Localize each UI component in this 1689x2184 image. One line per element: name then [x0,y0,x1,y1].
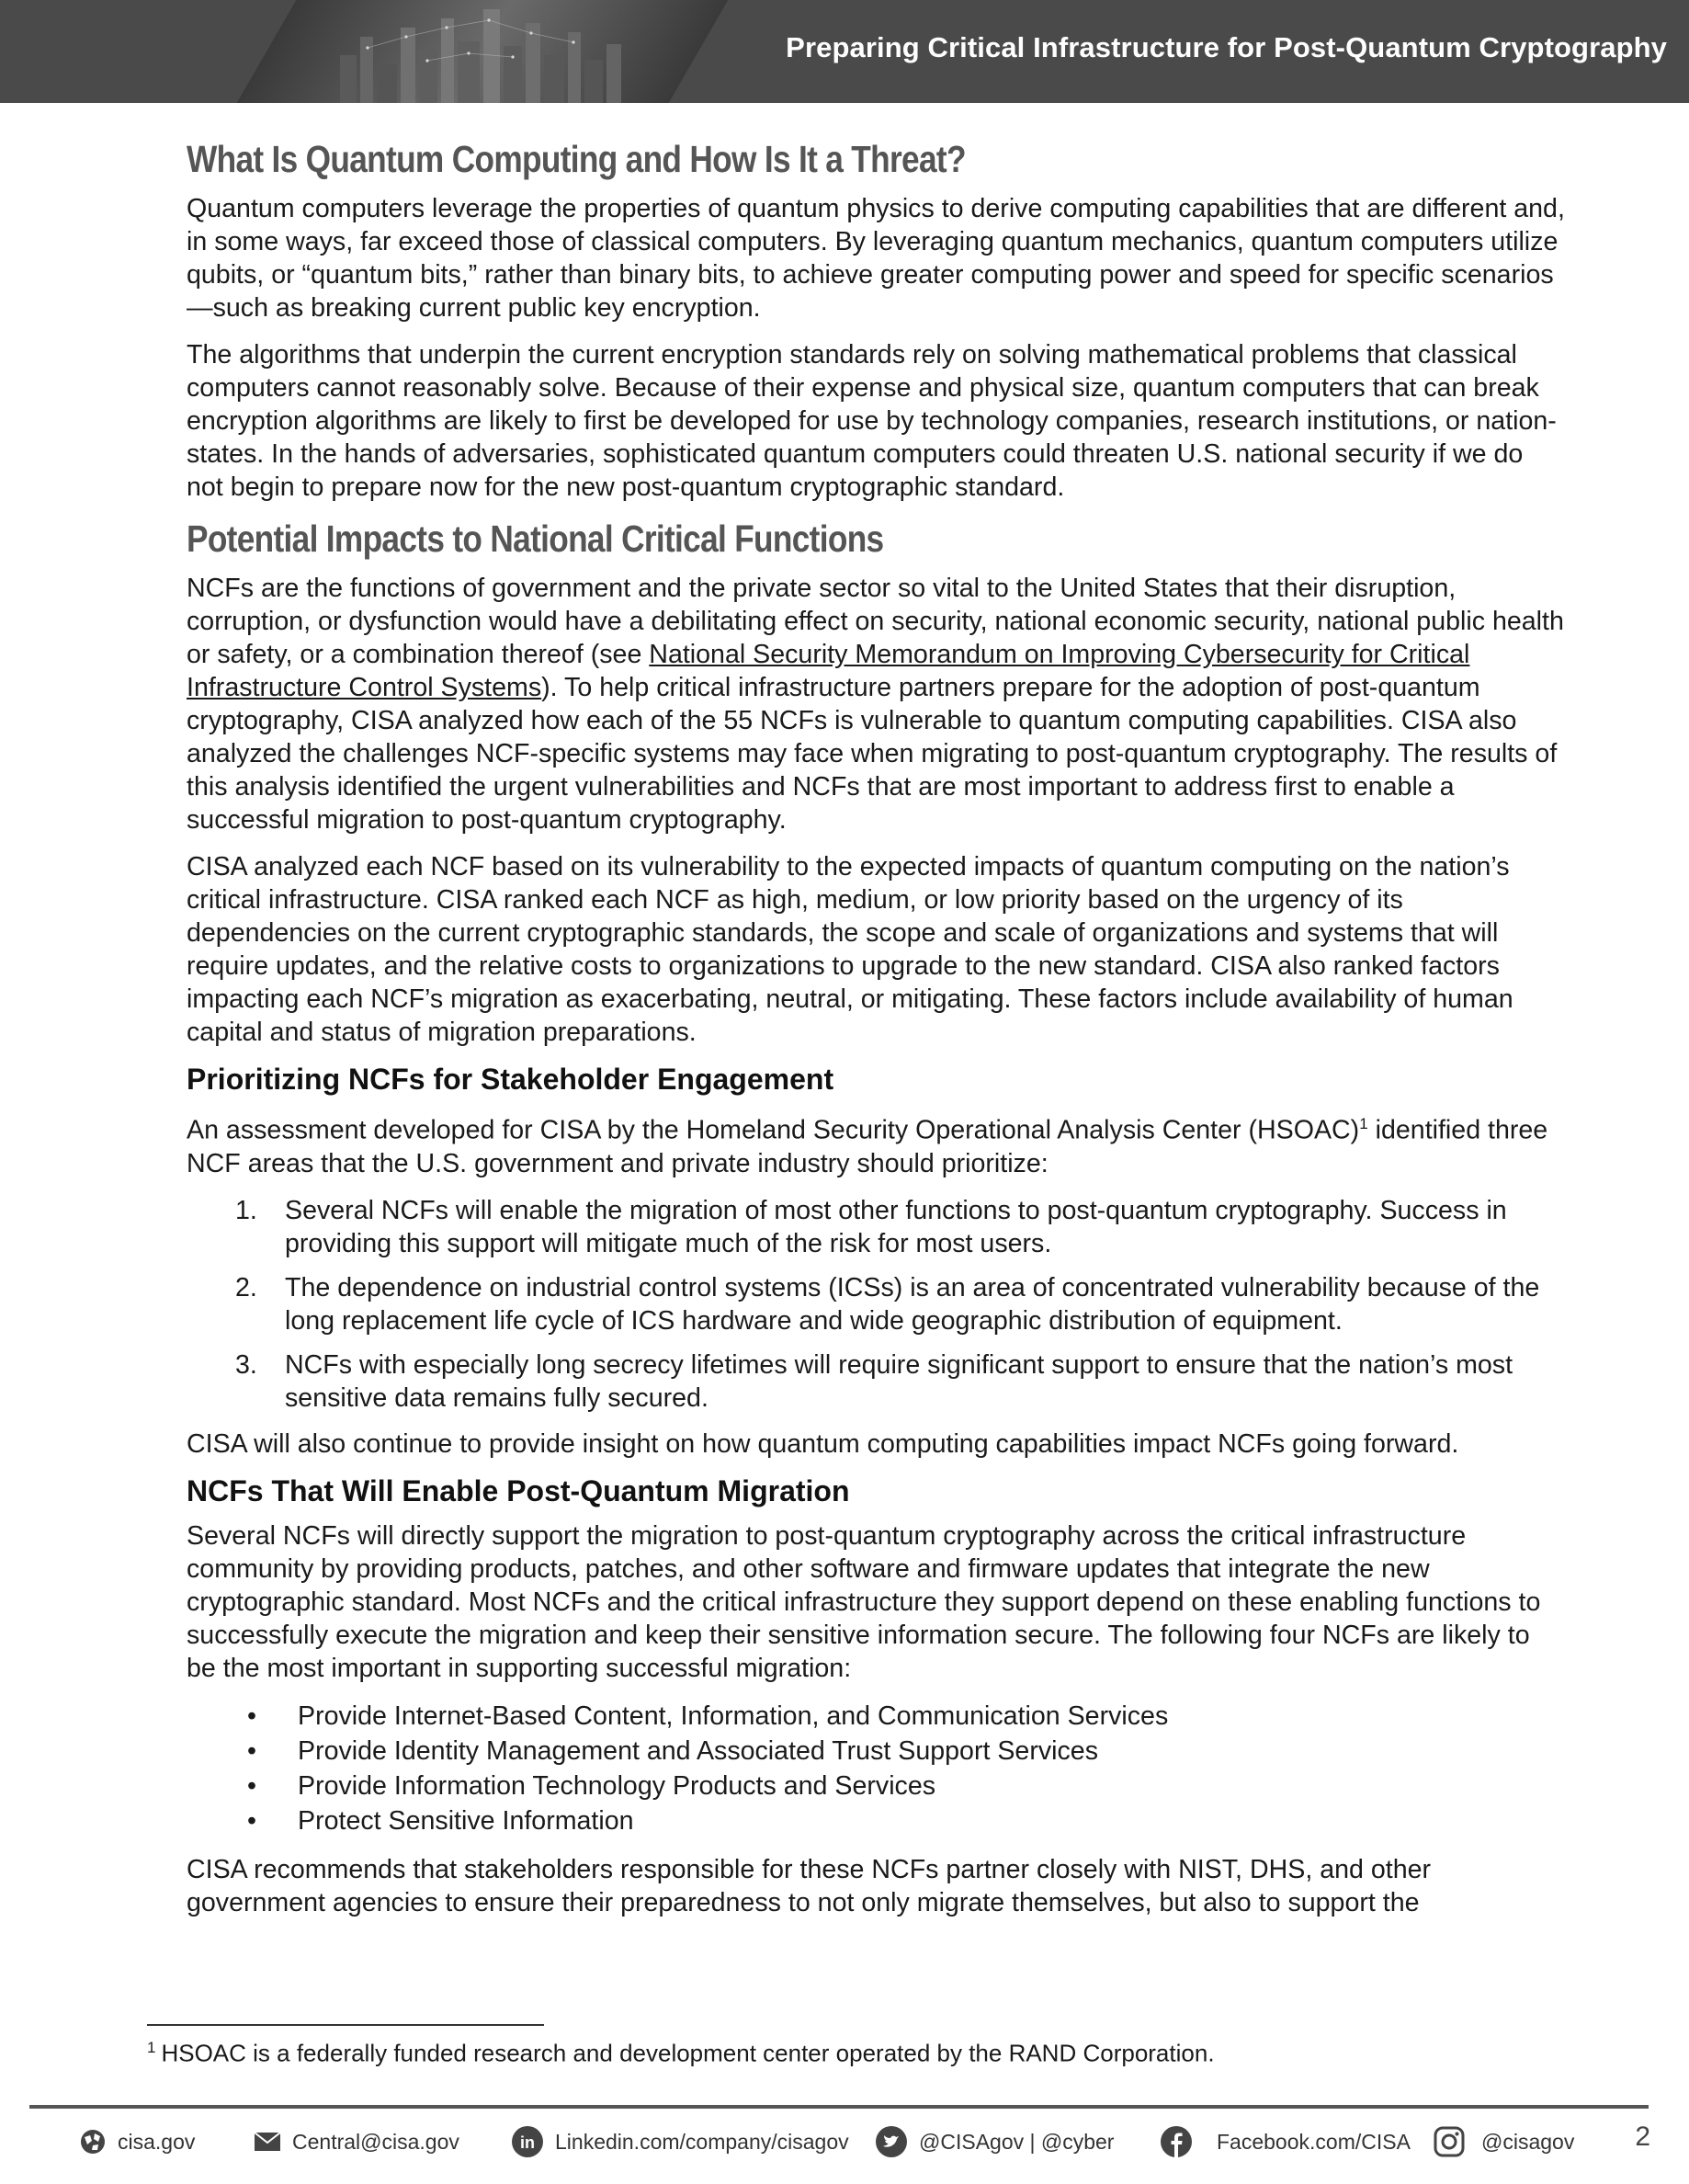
twitter-icon [875,2125,908,2158]
list-item [187,1769,1565,1803]
footer-email-link[interactable] [254,2123,459,2160]
document-title: Preparing Critical Infrastructure for Post-Quantum Cryptography [786,31,1667,63]
footer-instagram-link[interactable] [1434,2123,1574,2160]
list-item-text: Provide Internet-Based Content, Information, and Communication Services [298,1701,1169,1731]
subheading-prioritizing-ncfs: Prioritizing NCFs for Stakeholder Engagement [187,1063,834,1096]
paragraph: CISA recommends that stakeholders responsible for these NCFs partner closely with NIST, DHS, and other government agencies to ensure their preparedness to not only migrate themselves, but also to support the [187,1854,1432,1917]
city-skyline-graphic [276,0,698,103]
main-content [187,138,1565,1933]
paragraph-text: NCFs are the functions of government and the private sector so vital to the United States that their disruption, corruption, or dysfunction would have a debilitating effect on security, national economic security, national public health or safety, or a combination thereof (see [187,574,1564,669]
paragraph: CISA analyzed each NCF based on its vulnerability to the expected impacts of quantum computing on the nation’s critical infrastructure. CISA ranked each NCF as high, medium, or low priority based on the urgency of its dependencies on the current cryptographic standards, the scope and scale of organizations and systems that will require updates, and the relative costs to organizations to upgrade to the new standard. CISA also ranked factors impacting each NCF’s migration as exacerbating, neutral, or mitigating. These factors include availability of human capital and status of migration preparations. [187,852,1513,1047]
footnote-text: HSOAC is a federally funded research and development center operated by the RAND Corporation. [161,2039,1215,2067]
footer-linkedin-link[interactable] [511,2123,849,2160]
bullet-icon: • [247,1735,257,1766]
list-item-text: Protect Sensitive Information [298,1805,634,1836]
footer [0,2123,1689,2160]
list-item-text: The dependence on industrial control systems (ICSs) is an area of concentrated vulnerability because of the long replacement life cycle of ICS hardware and wide geographic distribution of equipment. [285,1272,1540,1336]
globe-icon [79,2128,107,2156]
footer-linkedin-text: Linkedin.com/company/cisagov [555,2129,849,2154]
paragraph-text: identified three NCF areas that the U.S. government and private industry should prioritize: [187,1115,1548,1178]
paragraph: CISA will also continue to provide insight on how quantum computing capabilities impact NCFs going forward. [187,1428,1459,1459]
paragraph-text: ). To help critical infrastructure partners prepare for the adoption of post-quantum cryptography, CISA analyzed how each of the 55 NCFs is vulnerable to quantum computing capabilities. CISA also analyzed the challenges NCF-specific systems may face when migrating to post-quantum cryptography. The results of this analysis identified the urgent vulnerabilities and NCFs that are most important to address first to enable a successful migration to post-quantum cryptography. [187,673,1558,835]
list-item-text: NCFs with especially long secrecy lifetimes will require significant support to ensure that the nation’s most sensitive data remains fully secured. [285,1349,1513,1413]
list-item-text: Provide Identity Management and Associated Trust Support Services [298,1735,1098,1766]
footer-instagram-text: @cisagov [1481,2129,1575,2154]
subheading-enable-migration: NCFs That Will Enable Post-Quantum Migration [187,1473,850,1507]
list-number: 2. [235,1272,257,1302]
list-item [187,1699,1565,1734]
facebook-icon [1160,2125,1193,2158]
footnote-divider [147,2024,544,2026]
footer-email-text: Central@cisa.gov [292,2129,459,2154]
envelope-icon [254,2132,281,2152]
list-item [187,1194,1565,1260]
section-heading-ncf-impacts: Potential Impacts to National Critical Functions [187,518,884,560]
linkedin-icon [511,2125,544,2158]
list-item-text: Several NCFs will enable the migration of most other functions to post-quantum cryptography. Success in providing this support will mitigate much of the risk for most users. [285,1195,1507,1258]
list-number: 1. [235,1195,257,1225]
bullet-icon: • [247,1701,257,1731]
paragraph-text: An assessment developed for CISA by the Homeland Security Operational Analysis Center (HSOAC) [187,1115,1360,1145]
paragraph [187,572,1565,836]
paragraph: Quantum computers leverage the properties of quantum physics to derive computing capabilities that are different and, in some ways, far exceed those of classical computers. By leveraging quantum mechanics, quantum computers utilize qubits, or “quantum bits,” rather than binary bits, to achieve greater computing power and speed for specific scenarios—such as breaking current public key encryption. [187,194,1565,323]
bullet-icon: • [247,1805,257,1836]
paragraph: The algorithms that underpin the current encryption standards rely on solving mathematical problems that classical computers cannot reasonably solve. Because of their expense and physical size, quantum computers that can break encryption algorithms are likely to first be developed for use by technology companies, research institutions, or nation-states. In the hands of adversaries, sophisticated quantum computers could threaten U.S. national security if we do not begin to prepare now for the new post-quantum cryptographic standard. [187,340,1557,502]
paragraph [187,1108,1565,1180]
footer-website-text: cisa.gov [118,2129,196,2154]
page-number: 2 [1635,2121,1650,2152]
list-number: 3. [235,1349,257,1380]
instagram-icon [1434,2126,1465,2157]
footnote [147,2039,1215,2068]
numbered-list [187,1194,1565,1415]
footer-divider [29,2105,1649,2109]
list-item [187,1734,1565,1769]
footer-facebook-text: Facebook.com/CISA [1217,2129,1411,2154]
list-item [187,1803,1565,1838]
footnote-reference[interactable]: 1 [1359,1115,1368,1132]
footnote-number: 1 [147,2039,156,2056]
footer-website-link[interactable] [79,2123,195,2160]
bullet-icon: • [247,1770,257,1801]
footer-twitter-text: @CISAgov | @cyber [919,2129,1115,2154]
header-bar [0,0,1689,103]
list-item [187,1271,1565,1337]
list-item [187,1348,1565,1415]
section-heading-quantum-threat: What Is Quantum Computing and How Is It a Threat? [187,138,966,180]
footer-twitter-link[interactable] [875,2123,1114,2160]
list-item-text: Provide Information Technology Products and Services [298,1770,936,1801]
svg-text:in: in [520,2133,535,2152]
bullet-list [187,1699,1565,1838]
footer-facebook-link[interactable] [1160,2123,1411,2160]
nsm-memorandum-link[interactable]: National Security Memorandum on Improving Cybersecurity for Critical Infrastructure Control Systems [187,640,1470,702]
paragraph: Several NCFs will directly support the migration to post-quantum cryptography across the critical infrastructure community by providing products, patches, and other software and firmware updates that integrate the new cryptographic standard. Most NCFs and the critical infrastructure they support depend on these enabling functions to successfully execute the migration and keep their sensitive information secure. The following four NCFs are likely to be the most important in supporting successful migration: [187,1520,1541,1683]
